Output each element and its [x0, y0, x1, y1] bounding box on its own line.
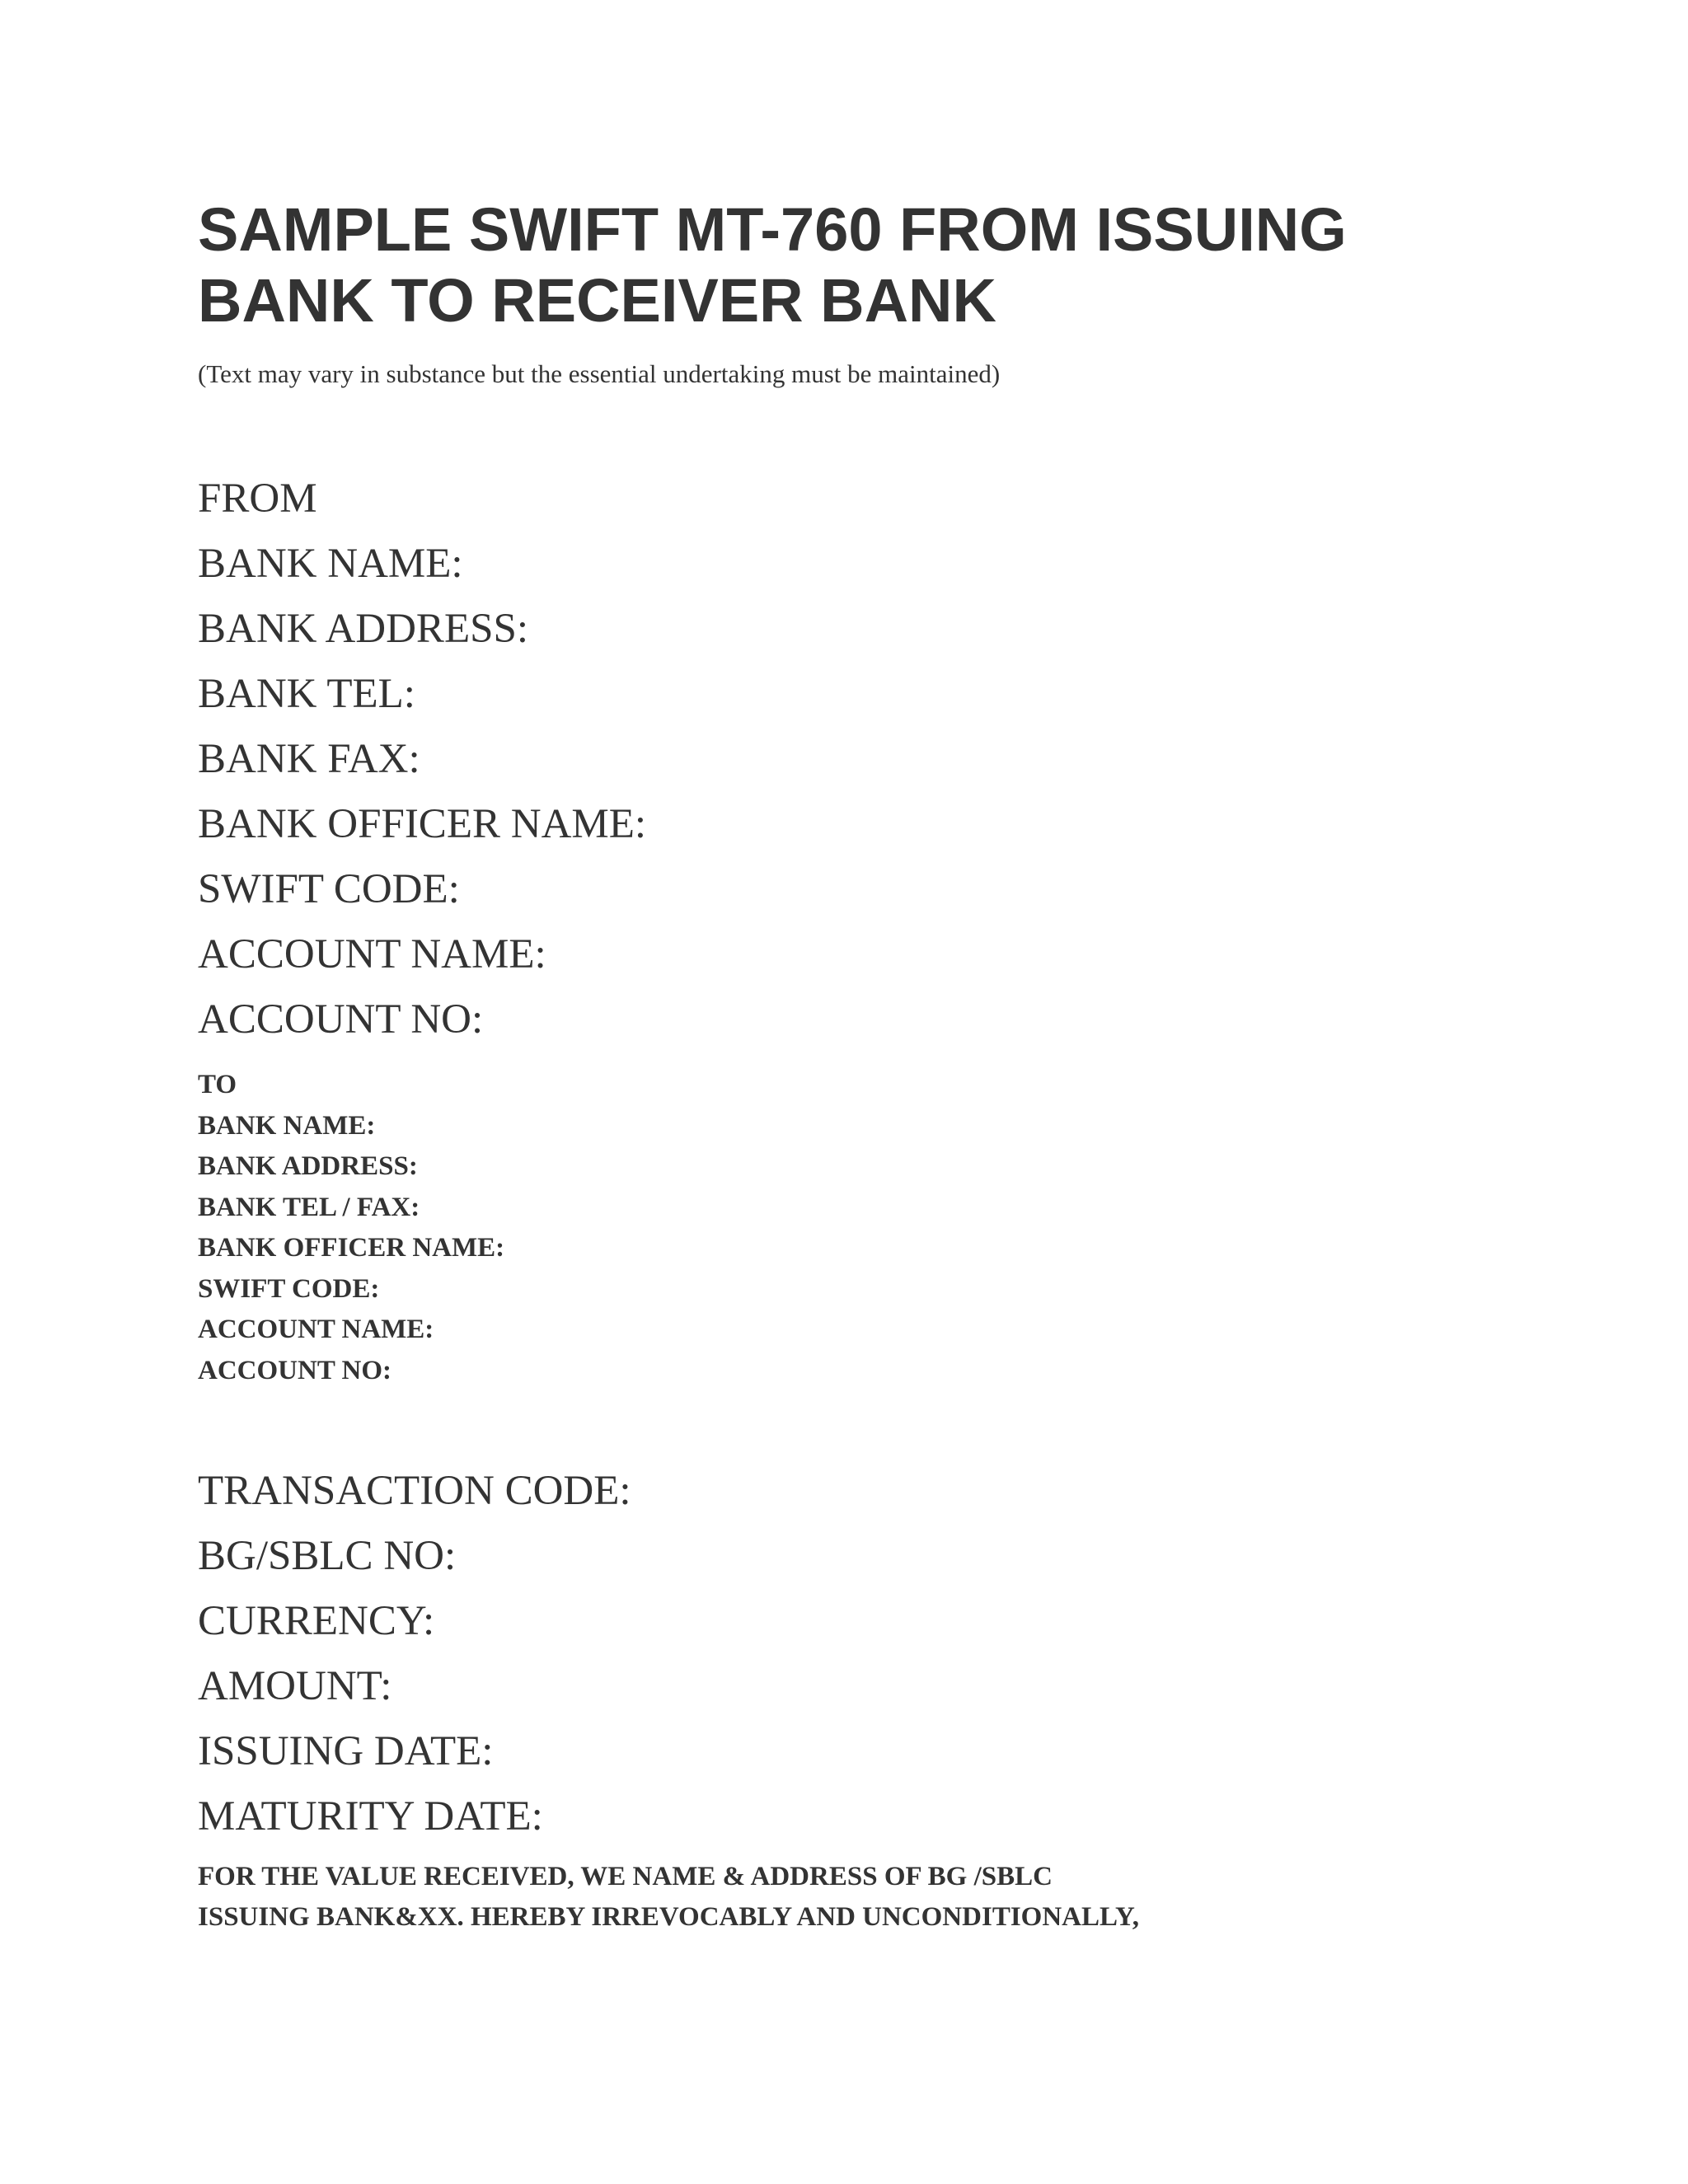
from-field-swift-code: SWIFT CODE: [198, 866, 460, 912]
page-subtitle: (Text may vary in substance but the essential undertaking must be maintained) [198, 359, 1001, 388]
page-title-line-1: SAMPLE SWIFT MT-760 FROM ISSUING [198, 195, 1347, 264]
to-field-bank-name: BANK NAME: [198, 1110, 376, 1141]
closing-line-2: ISSUING BANK&XX. HEREBY IRREVOCABLY AND UNCONDITIONALLY, [198, 1902, 1140, 1932]
from-field-bank-fax: BANK FAX: [198, 736, 420, 782]
closing-paragraph [198, 1857, 1139, 1938]
from-field-account-no: ACCOUNT NO: [198, 996, 484, 1043]
from-heading: FROM [198, 476, 317, 522]
transaction-field-transaction-code: TRANSACTION CODE: [198, 1468, 631, 1514]
transaction-field-bg-sblc-no: BG/SBLC NO: [198, 1533, 457, 1579]
transaction-field-amount: AMOUNT: [198, 1663, 392, 1709]
from-section [198, 466, 646, 1052]
transaction-field-issuing-date: ISSUING DATE: [198, 1728, 494, 1774]
to-field-account-no: ACCOUNT NO: [198, 1355, 392, 1385]
page-title [198, 194, 1599, 336]
to-field-bank-tel-fax: BANK TEL / FAX: [198, 1192, 420, 1222]
to-heading: TO [198, 1070, 237, 1099]
transaction-section [198, 1459, 631, 1849]
transaction-field-currency: CURRENCY: [198, 1598, 435, 1644]
to-field-bank-officer-name: BANK OFFICER NAME: [198, 1233, 505, 1263]
to-field-swift-code: SWIFT CODE: [198, 1273, 380, 1304]
closing-line-1: FOR THE VALUE RECEIVED, WE NAME & ADDRESS OF BG /SBLC [198, 1862, 1053, 1891]
transaction-field-maturity-date: MATURITY DATE: [198, 1793, 543, 1840]
from-field-bank-officer-name: BANK OFFICER NAME: [198, 801, 647, 847]
to-field-bank-address: BANK ADDRESS: [198, 1151, 418, 1181]
from-field-account-name: ACCOUNT NAME: [198, 931, 546, 977]
to-section [198, 1065, 504, 1391]
page-title-line-2: BANK TO RECEIVER BANK [198, 266, 996, 335]
to-field-account-name: ACCOUNT NAME: [198, 1315, 434, 1344]
from-field-bank-tel: BANK TEL: [198, 671, 415, 717]
from-field-bank-address: BANK ADDRESS: [198, 606, 529, 652]
from-field-bank-name: BANK NAME: [198, 541, 463, 587]
